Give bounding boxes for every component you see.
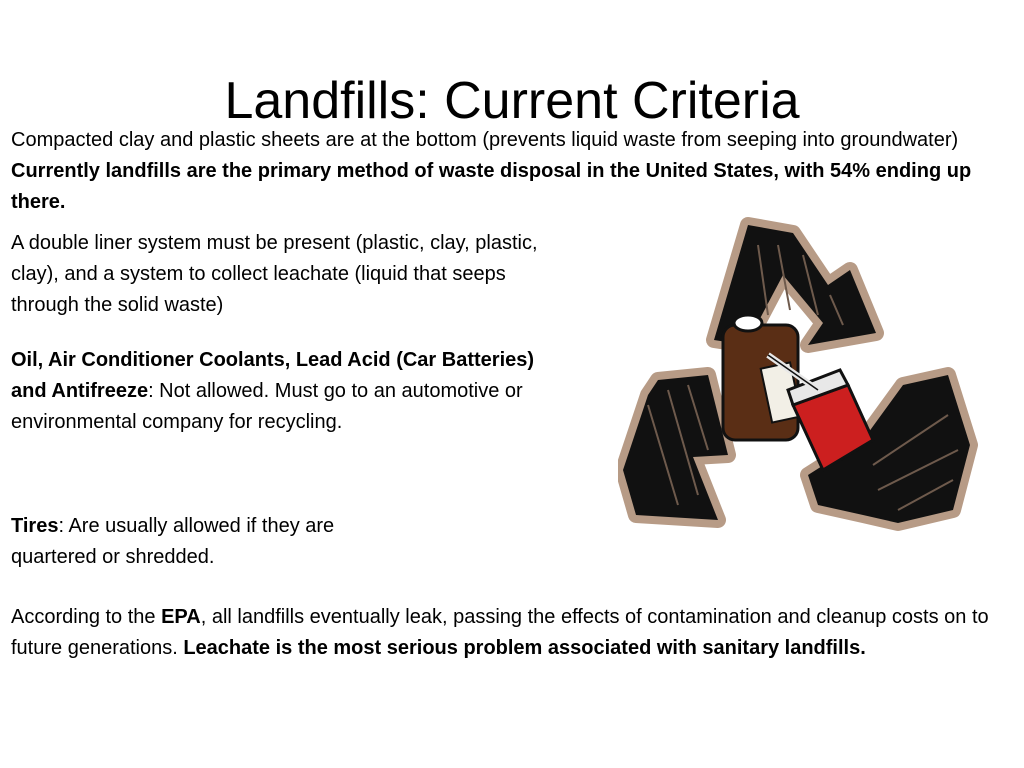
recycling-symbol-with-oil-canister-icon <box>618 215 980 545</box>
paragraph-bold-leachate: Leachate is the most serious problem associated with sanitary landfills. <box>183 637 866 659</box>
paragraph-text: According to the <box>11 606 162 628</box>
paragraph-epa <box>11 602 1016 664</box>
paragraph-bold: Oil, Air Conditioner Coolants, Lead Acid (Car Batteries) and Antifreeze <box>11 349 535 402</box>
slide-title: Landfills: Current Criteria <box>224 71 800 130</box>
paragraph-liner-intro <box>11 125 1011 218</box>
paragraph-bold: Currently landfills are the primary method of waste disposal in the United States, with 54% ending up there. <box>11 160 972 213</box>
paragraph-bold-epa: EPA <box>161 606 201 628</box>
paragraph-text: : Are usually allowed if they are quartered or shredded. <box>11 515 335 568</box>
paragraph-double-liner <box>11 228 566 321</box>
paragraph-text: , all landfills eventually leak, passing the effects of contamination and cleanup costs on to future generations. <box>11 606 989 659</box>
paragraph-tires <box>11 511 411 573</box>
paragraph-text: A double liner system must be present (plastic, clay, plastic, clay), and a system to collect leachate (liquid that seeps through the solid waste) <box>11 232 538 316</box>
paragraph-text: : Not allowed. Must go to an automotive or environmental company for recycling. <box>11 380 523 433</box>
oil-jug <box>723 315 801 440</box>
paragraph-bold: Tires <box>11 515 59 537</box>
recycle-arrow-left <box>623 375 728 520</box>
paragraph-hazardous-fluids <box>11 345 556 438</box>
paragraph-text: Compacted clay and plastic sheets are at the bottom (prevents liquid waste from seeping into groundwater) <box>11 129 959 151</box>
